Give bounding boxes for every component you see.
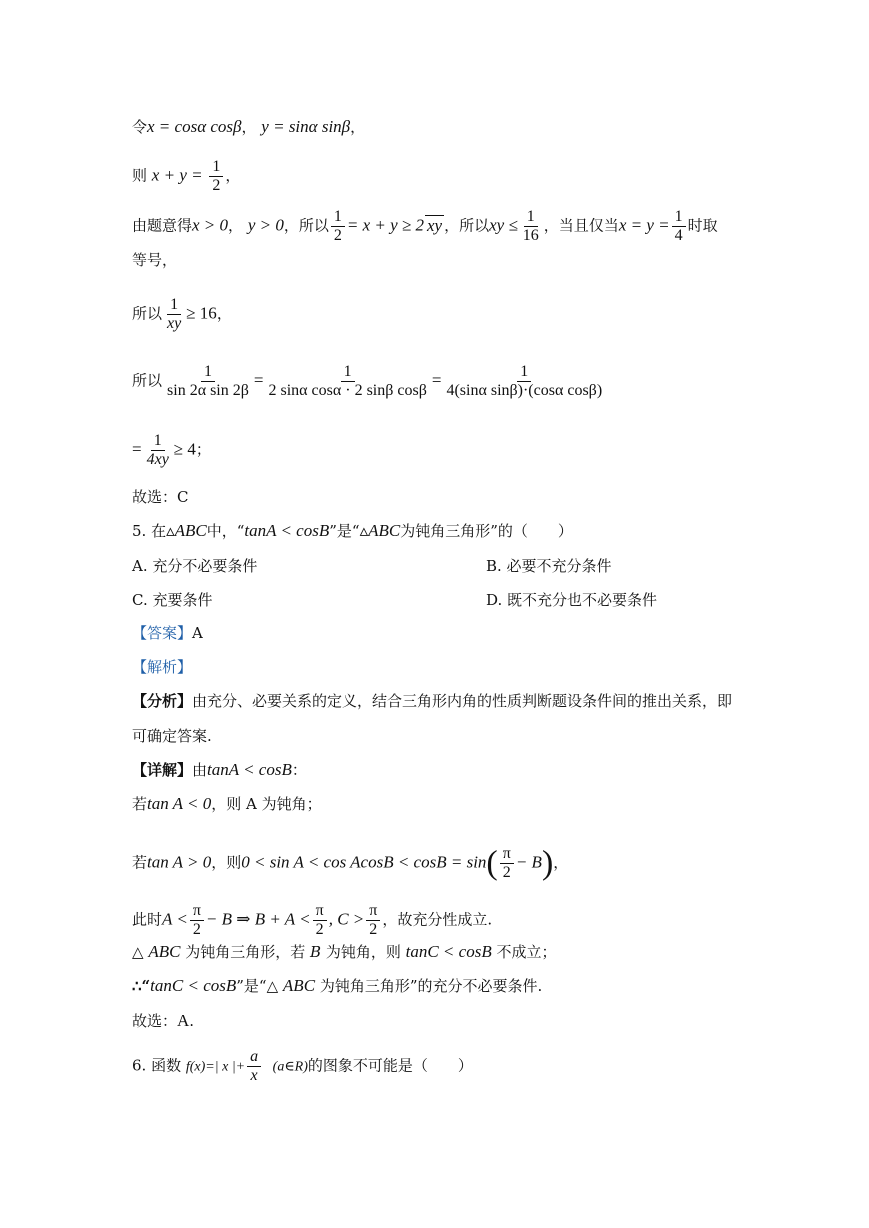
math: A <box>177 1011 190 1030</box>
reason-line-3 <box>132 902 492 939</box>
text: 所以 <box>132 304 163 323</box>
text: ； <box>195 440 211 459</box>
math: ABC <box>148 942 181 961</box>
denominator: 2 <box>333 227 342 244</box>
numerator: 1 <box>167 296 181 315</box>
math: = <box>253 370 264 390</box>
text: 若 <box>132 795 148 813</box>
line-choose-c <box>132 487 188 507</box>
text: △ <box>132 943 144 961</box>
text: 可确定答案. <box>132 727 212 745</box>
text: ，则 <box>211 853 242 872</box>
math: x > 0 <box>192 215 229 235</box>
math: tanA < cosB <box>244 521 330 540</box>
text: 由 <box>192 761 208 779</box>
denominator: 4xy <box>146 451 169 468</box>
fraction <box>209 158 223 195</box>
text: 不成立； <box>496 943 557 961</box>
line-reciprocal <box>132 296 232 333</box>
math: f(x)=| x |+ <box>185 1059 246 1075</box>
math: A < <box>162 909 188 929</box>
math: tanC < cosB <box>150 976 237 995</box>
analysis-label: 【解析】 <box>132 658 193 676</box>
text: ， <box>216 304 232 323</box>
text: 时取 <box>687 216 718 235</box>
math: y > 0 <box>247 215 284 235</box>
math: − B ⇒ B + A < <box>205 909 311 929</box>
text: 为钝角三角形，若 <box>185 943 306 961</box>
option-d: D. 既不充分也不必要条件 <box>486 591 658 609</box>
text: ， <box>225 166 241 185</box>
denominator: 2 sinα cosα · 2 sinβ cosβ <box>268 382 427 399</box>
numerator: a <box>247 1048 261 1067</box>
text: ， <box>553 853 569 872</box>
math-sum: x + y = <box>151 165 203 185</box>
question-6 <box>132 1048 473 1085</box>
numerator: π <box>366 902 380 921</box>
text: 6. 函数 <box>132 1056 182 1075</box>
line-let-xy <box>132 117 365 137</box>
text: ”是“ <box>329 522 360 540</box>
math: = <box>431 370 442 390</box>
math: tan A < 0 <box>147 794 212 813</box>
denominator: x <box>250 1067 258 1084</box>
line-sin-product <box>132 363 607 400</box>
option-c: C. 充要条件 <box>132 591 213 609</box>
math: ABC <box>282 976 316 995</box>
fraction <box>164 363 252 400</box>
text: 令 <box>132 118 148 136</box>
fraction <box>247 1048 261 1085</box>
numerator: 1 <box>517 363 531 382</box>
numerator: 1 <box>201 363 215 382</box>
text: ，所以 <box>283 216 329 235</box>
fraction <box>520 208 542 245</box>
denominator: sin 2α sin 2β <box>167 382 249 399</box>
numerator: π <box>313 902 327 921</box>
text: ∴“ <box>132 977 151 995</box>
text: 故选：C <box>132 488 189 506</box>
text: ”是“△ <box>236 977 279 995</box>
numerator: 1 <box>151 432 165 451</box>
text: . <box>189 1012 195 1030</box>
line-am-gm <box>132 208 718 245</box>
sqrt <box>425 215 444 236</box>
denominator: 4 <box>674 227 683 244</box>
text: 由题意得 <box>132 216 193 235</box>
math-x-def: x = cosα cosβ <box>147 117 242 136</box>
reason-line-2: 若tan A > 0，则0 < sin A < cos AcosB < cosB = sin( $\frac{\pi}{2}$ − B)， <box>132 844 569 882</box>
fraction <box>331 208 345 245</box>
text: 等号， <box>132 251 178 269</box>
math: ≥ 16 <box>186 303 217 323</box>
fraction <box>443 363 605 400</box>
text: ， <box>241 118 257 136</box>
fraction <box>265 363 429 400</box>
numerator: 1 <box>341 363 355 382</box>
reason-line-6 <box>132 1011 194 1031</box>
text: 若 <box>132 853 148 872</box>
text: 5. 在 <box>132 522 167 540</box>
xiangjie-label: 【详解】 <box>132 761 193 779</box>
question-5 <box>132 521 573 541</box>
option-a: A. 充分不必要条件 <box>132 557 258 575</box>
reason-line-5 <box>132 976 542 996</box>
text: ， <box>228 216 244 235</box>
math: − B <box>515 852 542 872</box>
fraction <box>366 902 380 939</box>
denominator: 2 <box>212 177 221 194</box>
answer-label: 【答案】 <box>132 624 193 642</box>
fraction <box>164 296 184 333</box>
fraction <box>313 902 327 939</box>
math: B <box>310 943 322 961</box>
numerator: 1 <box>672 208 686 227</box>
fenxi-label: 【分析】 <box>132 692 193 710</box>
line-equality <box>132 250 177 270</box>
denominator: 2 <box>369 921 378 938</box>
fraction <box>500 845 514 882</box>
fraction <box>190 902 204 939</box>
denominator: 2 <box>192 921 201 938</box>
math: ▵ABC <box>359 521 401 540</box>
text: 故选： <box>132 1012 178 1030</box>
text: ，故充分性成立. <box>382 910 493 929</box>
math: 0 < sin A < cos AcosB < cosB = sin <box>241 852 487 872</box>
text: 由充分、必要关系的定义，结合三角形内角的性质判断题设条件间的推出关系，即 <box>192 692 733 710</box>
text: 中，“ <box>206 522 245 540</box>
math: (a∈R) <box>272 1059 308 1075</box>
math: ≥ 4 <box>173 439 196 459</box>
numerator: 1 <box>524 208 538 227</box>
text: ： <box>291 761 307 779</box>
numerator: π <box>500 845 514 864</box>
option-b: B. 必要不充分条件 <box>486 557 612 575</box>
math: tanA < cosB <box>207 760 292 779</box>
detail-line <box>132 760 307 780</box>
denominator: 2 <box>315 921 324 938</box>
text: 的图象不可能是（ ） <box>307 1056 473 1075</box>
text: 则 <box>132 166 148 185</box>
text: ，当且仅当 <box>543 216 619 235</box>
fraction <box>144 432 172 469</box>
math: tan A > 0 <box>147 852 212 872</box>
fraction <box>672 208 686 245</box>
numerator: π <box>190 902 204 921</box>
text: 所以 <box>132 371 163 390</box>
text: 为钝角三角形”的（ ） <box>400 522 573 540</box>
analysis-heading <box>132 657 192 677</box>
math: ▵ABC <box>166 521 207 540</box>
numerator: 1 <box>209 158 223 177</box>
text: ，所以 <box>444 216 490 235</box>
text: ， <box>350 118 366 136</box>
text: 此时 <box>132 910 163 929</box>
math: tanC < cosB <box>405 942 492 961</box>
math: = <box>132 439 142 459</box>
math: = x + y ≥ 2 <box>346 215 425 235</box>
line-result <box>132 432 211 469</box>
analysis-line-1 <box>132 691 732 711</box>
analysis-line-2 <box>132 726 212 746</box>
answer-line <box>132 623 203 643</box>
reason-line-4 <box>132 942 557 962</box>
numerator: 1 <box>331 208 345 227</box>
denominator: xy <box>167 315 182 332</box>
denominator: 4(sinα sinβ)·(cosα cosβ) <box>446 382 603 399</box>
text: 为钝角，则 <box>325 943 401 961</box>
math: x = y = <box>618 215 670 235</box>
answer-value: A <box>192 624 203 642</box>
text: ，则 A 为钝角； <box>211 795 322 813</box>
reason-line-1 <box>132 794 322 814</box>
math: , C > <box>328 909 365 929</box>
denominator: 2 <box>502 864 511 881</box>
math-y-def: y = sinα sinβ <box>261 117 351 136</box>
text: 为钝角三角形”的充分不必要条件. <box>319 977 543 995</box>
line-x-plus-y <box>132 158 240 195</box>
denominator: 16 <box>522 227 539 244</box>
sqrt-content: xy <box>427 215 443 235</box>
math: xy ≤ <box>489 215 518 235</box>
